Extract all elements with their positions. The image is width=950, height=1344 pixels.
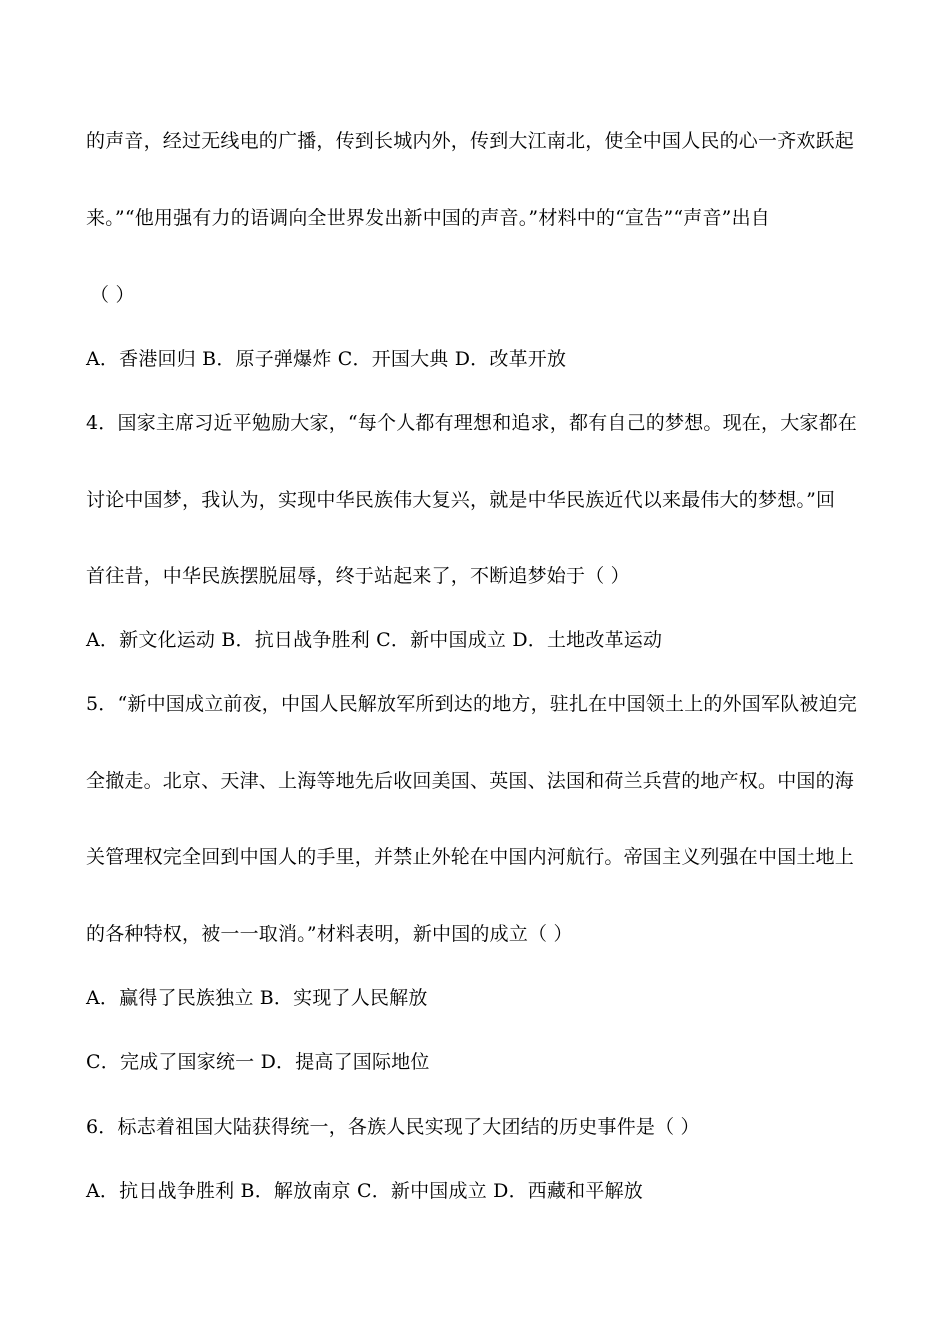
q4-text-line-1: 4．国家主席习近平勉励大家，“每个人都有理想和追求，都有自己的梦想。现在，大家都在 xyxy=(86,412,858,434)
q6-options: A．抗日战争胜利 B．解放南京 C．新中国成立 D．西藏和平解放 xyxy=(86,1180,643,1202)
q3-answer-blank: （ ） xyxy=(90,284,135,306)
q5-options-row-1: A．赢得了民族独立 B．实现了人民解放 xyxy=(86,987,428,1009)
q6-text-line-1: 6．标志着祖国大陆获得统一，各族人民实现了大团结的历史事件是（ ） xyxy=(86,1116,700,1138)
q3-text-line-1: 的声音，经过无线电的广播，传到长城内外，传到大江南北，使全中国人民的心一齐欢跃起 xyxy=(86,130,855,152)
q5-text-line-2: 全撤走。北京、天津、上海等地先后收回美国、英国、法国和荷兰兵营的地产权。中国的海 xyxy=(86,770,855,792)
q5-text-line-4: 的各种特权，被一一取消。”材料表明，新中国的成立（ ） xyxy=(86,923,573,945)
q3-options: A．香港回归 B．原子弹爆炸 C．开国大典 D．改革开放 xyxy=(86,348,567,370)
q5-options-row-2: C．完成了国家统一 D．提高了国际地位 xyxy=(86,1051,430,1073)
q3-text-line-2: 来。”“他用强有力的语调向全世界发出新中国的声音。”材料中的“宣告”“声音”出自 xyxy=(86,207,770,229)
q4-text-line-2: 讨论中国梦，我认为，实现中华民族伟大复兴，就是中华民族近代以来最伟大的梦想。”回 xyxy=(86,489,836,511)
q5-text-line-3: 关管理权完全回到中国人的手里，并禁止外轮在中国内河航行。帝国主义列强在中国土地上 xyxy=(86,846,855,868)
q5-text-line-1: 5．“新中国成立前夜，中国人民解放军所到达的地方，驻扎在中国领土上的外国军队被迫完 xyxy=(86,693,858,715)
q4-text-line-3: 首往昔，中华民族摆脱屈辱，终于站起来了，不断追梦始于（ ） xyxy=(86,565,630,587)
q4-options: A．新文化运动 B．抗日战争胜利 C．新中国成立 D．土地改革运动 xyxy=(86,629,663,651)
